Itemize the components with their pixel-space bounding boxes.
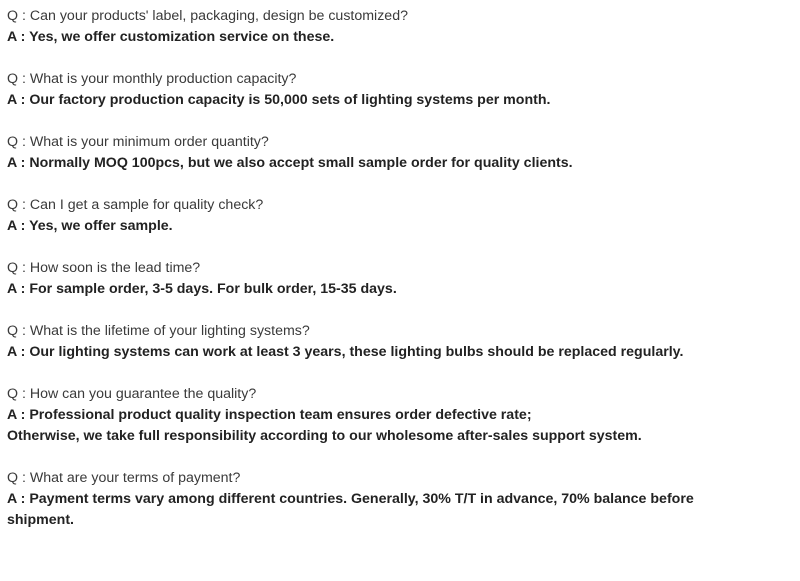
faq-item <box>7 195 800 237</box>
faq-item <box>7 69 800 111</box>
faq-answer: A : Professional product quality inspection team ensures order defective rate; <box>7 407 532 423</box>
faq-question: Q : What is the lifetime of your lighting systems? <box>7 323 310 339</box>
faq-item <box>7 258 800 300</box>
faq-item <box>7 6 800 48</box>
faq-answer-continuation: Otherwise, we take full responsibility according to our wholesome after-sales support system. <box>7 428 642 444</box>
faq-item <box>7 468 800 531</box>
faq-question: Q : How can you guarantee the quality? <box>7 386 257 402</box>
faq-question: Q : Can I get a sample for quality check? <box>7 197 264 213</box>
faq-question: Q : What are your terms of payment? <box>7 470 241 486</box>
faq-answer: A : Payment terms vary among different countries. Generally, 30% T/T in advance, 70% balance before <box>7 491 694 507</box>
faq-answer: A : For sample order, 3-5 days. For bulk order, 15-35 days. <box>7 281 397 297</box>
faq-answer: A : Yes, we offer sample. <box>7 218 173 234</box>
faq-question: Q : What is your minimum order quantity? <box>7 134 269 150</box>
faq-answer: A : Our lighting systems can work at least 3 years, these lighting bulbs should be replaced regularly. <box>7 344 684 360</box>
faq-item <box>7 384 800 447</box>
faq-question: Q : How soon is the lead time? <box>7 260 201 276</box>
faq-answer: A : Our factory production capacity is 50,000 sets of lighting systems per month. <box>7 92 551 108</box>
faq-question: Q : What is your monthly production capacity? <box>7 71 297 87</box>
faq-item <box>7 321 800 363</box>
faq-answer: A : Yes, we offer customization service on these. <box>7 29 335 45</box>
faq-answer: A : Normally MOQ 100pcs, but we also accept small sample order for quality clients. <box>7 155 573 171</box>
faq-question: Q : Can your products' label, packaging, design be customized? <box>7 8 408 24</box>
faq-item <box>7 132 800 174</box>
faq-answer-continuation: shipment. <box>7 512 75 528</box>
